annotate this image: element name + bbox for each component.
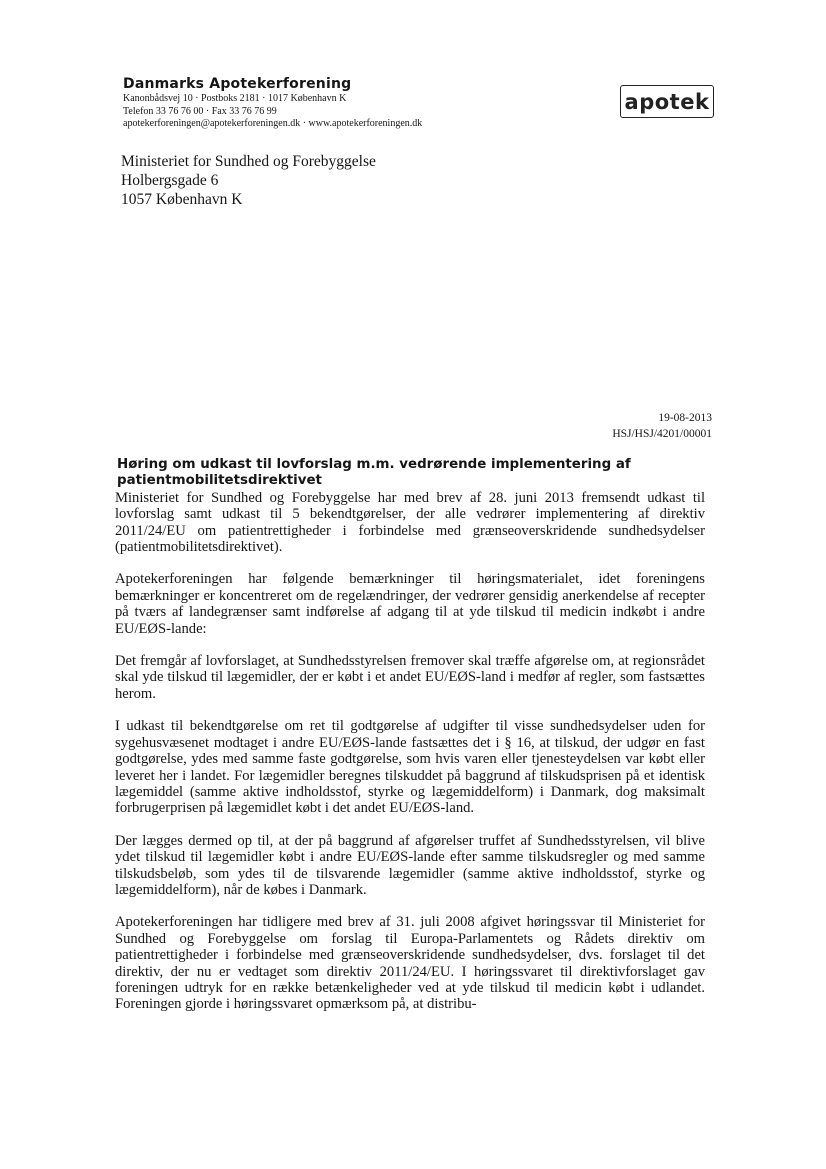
letter-date: 19-08-2013 <box>658 412 712 424</box>
body-paragraph: I udkast til bekendtgørelse om ret til godtgørelse af udgifter til visse sundhedsydelser uden for sygehusvæsenet modtaget i andre EU/EØS-lande fastsættes det i § 16, at tilskud, der udgør en fast godtgørelse, ydes med samme faste godtgørelse, som hvis varen eller tjenesteydelsen var købt eller leveret her i landet. For lægemidler beregnes tilskuddet på baggrund af tilskudsprisen på et identisk lægemiddel (samme aktive indholdsstof, styrke og lægemiddelform) i Danmark, dog maksimalt forbrugerprisen på lægemidlet købt i det andet EU/EØS-land. <box>115 718 705 817</box>
recipient-street: Holbergsgade 6 <box>121 172 219 189</box>
letterhead <box>123 76 543 131</box>
body-paragraph: Der lægges dermed op til, at der på baggrund af afgørelser truffet af Sundhedsstyrelsen, vil blive ydet tilskud til lægemidler købt i andre EU/EØS-lande efter samme tilskudsregler og med samme tilskudsbeløb, som ydes til de tilsvarende lægemidler (samme aktive indholdsstof, styrke og lægemiddelform), når de købes i Danmark. <box>115 832 705 898</box>
letter-reference: HSJ/HSJ/4201/00001 <box>612 428 712 440</box>
apotek-logo: apotek <box>620 85 714 118</box>
recipient-city: 1057 København K <box>121 191 243 208</box>
letter-body <box>115 457 705 1029</box>
letter-subject: Høring om udkast til lovforslag m.m. vedrørende implementering af patientmobilitetsdirektivet <box>117 457 631 489</box>
organization-phone: Telefon 33 76 76 00 · Fax 33 76 76 99 <box>123 105 277 117</box>
recipient-address <box>121 152 376 209</box>
organization-contact: apotekerforeningen@apotekerforeningen.dk · www.apotekerforeningen.dk <box>123 118 423 129</box>
organization-address: Kanonbådsvej 10 · Postboks 2181 · 1017 København K <box>123 93 347 104</box>
body-paragraph: Det fremgår af lovforslaget, at Sundhedsstyrelsen fremover skal træffe afgørelse om, at regionsrådet skal yde tilskud til lægemidler, der er købt i et andet EU/EØS-land i medfør af regler, som fastsættes herom. <box>115 653 705 702</box>
letter-meta <box>612 410 712 442</box>
recipient-name: Ministeriet for Sundhed og Forebyggelse <box>121 153 376 170</box>
organization-name: Danmarks Apotekerforening <box>123 76 352 92</box>
body-paragraph: Ministeriet for Sundhed og Forebyggelse har med brev af 28. juni 2013 fremsendt udkast til lovforslag samt udkast til 5 bekendtgørelser, der alle vedrører implementering af direktiv 2011/24/EU om patientrettigheder i forbindelse med grænseoverskridende sundhedsydelser (patientmobilitetsdirektivet). <box>115 489 705 556</box>
body-paragraph: Apotekerforeningen har følgende bemærkninger til høringsmaterialet, idet foreningens bemærkninger er koncentreret om de regelændringer, der vedrører gensidig anerkendelse af recepter på tværs af landegrænser samt indførelse af adgang til at yde tilskud til medicin indkøbt i andre EU/EØS-lande: <box>115 571 705 637</box>
body-paragraph: Apotekerforeningen har tidligere med brev af 31. juli 2008 afgivet høringssvar til Ministeriet for Sundhed og Forebyggelse om forslag til Europa-Parlamentets og Rådets direktiv om patientrettigheder i forbindelse med grænseoverskridende sundhedsydelser, dvs. forslaget til det direktiv, der nu er vedtaget som direktiv 2011/24/EU. I høringssvaret til direktivforslaget gav foreningen udtryk for en række betænkeligheder ved at yde tilskud til medicin købt i udlandet. Foreningen gjorde i høringssvaret opmærksom på, at distribu- <box>115 914 705 1013</box>
